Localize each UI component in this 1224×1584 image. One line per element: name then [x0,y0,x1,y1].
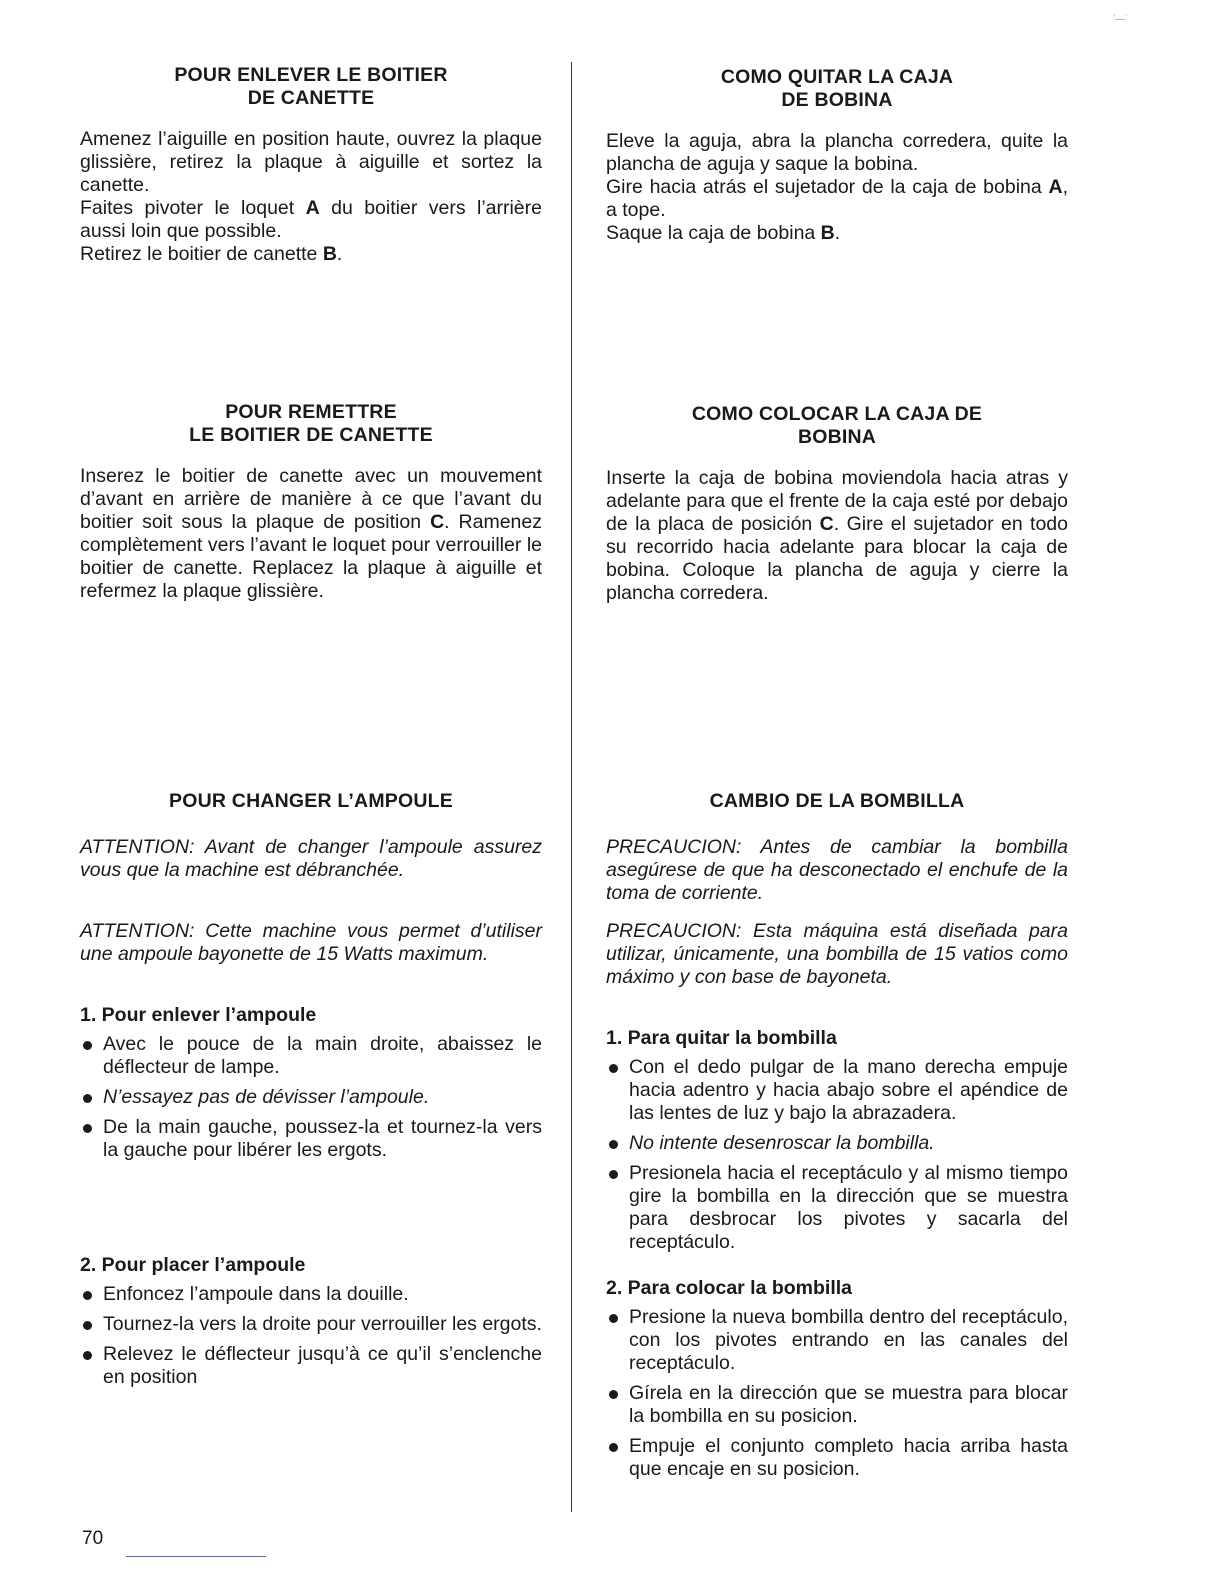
fr-attention-1: ATTENTION: Avant de changer l’ampoule assurez vous que la machine est débranchée. [80,836,542,881]
fr-step1-list [80,1033,542,1162]
fr-step2-list [80,1283,542,1389]
list-item: Empuje el conjunto completo hacia arriba hasta que encaje en su posicion. [606,1435,1068,1481]
list-item: Tournez-la vers la droite pour verrouiller les ergots. [80,1313,542,1336]
footer-line [126,1556,266,1557]
list-item: De la main gauche, poussez-la et tournez-la vers la gauche pour libérer les ergots. [80,1116,542,1162]
fr-replace-case-text: Inserez le boitier de canette avec un mouvement d’avant en arrière de manière à ce que l’avant du boitier soit sous la plaque de position C. Ramenez complètement vers l’avant le loquet pour verrouiller le boitier de canette. Replacez la plaque à aiguille et refermez la plaque glissière. [80,465,542,602]
es-remove-case-title: COMO QUITAR LA CAJA DE BOBINA [720,66,954,111]
es-remove-case-text: Eleve la aguja, abra la plancha corredera, quite la plancha de aguja y saque la bobina. Gire hacia atrás el sujetador de la caja de bobina A, a tope. Saque la caja de bobina B. [606,130,1068,244]
fr-bulb-title: POUR CHANGER L’AMPOULE [169,790,453,812]
column-divider [571,62,572,1512]
es-remove-case-section [606,66,1068,245]
list-item: Gírela en la dirección que se muestra para blocar la bombilla en su posicion. [606,1382,1068,1428]
es-step1-list [606,1056,1068,1254]
es-replace-case-section [606,403,1068,605]
fr-replace-case-section [80,401,542,603]
fr-attention-2: ATTENTION: Cette machine vous permet d’utiliser une ampoule bayonette de 15 Watts maximum. [80,920,542,965]
fr-bulb-section [80,790,542,1389]
list-item: Presione la nueva bombilla dentro del receptáculo, con los pivotes entrando en las canales del receptáculo. [606,1306,1068,1375]
fr-step2-title: 2. Pour placer l’ampoule [80,1254,306,1276]
es-step1-title: 1. Para quitar la bombilla [606,1027,837,1049]
list-item: Enfoncez l’ampoule dans la douille. [80,1283,542,1306]
es-step2-title: 2. Para colocar la bombilla [606,1277,853,1299]
es-bulb-title: CAMBIO DE LA BOMBILLA [709,790,965,812]
fr-remove-case-section [80,64,542,266]
list-item: Relevez le déflecteur jusqu’à ce qu’il s’enclenche en position [80,1343,542,1389]
es-attention-2: PRECAUCION: Esta máquina está diseñada para utilizar, únicamente, una bombilla de 15 vatios como máximo y con base de bayoneta. [606,920,1068,988]
list-item: Presionela hacia el receptáculo y al mismo tiempo gire la bombilla en la dirección que se muestra para desbrocar los pivotes y sacarla del receptáculo. [606,1162,1068,1254]
es-step2-list [606,1306,1068,1481]
es-replace-case-title: COMO COLOCAR LA CAJA DE BOBINA [691,403,983,448]
fr-step1-title: 1. Pour enlever l’ampoule [80,1004,317,1026]
es-replace-case-text: Inserte la caja de bobina moviendola hacia atras y adelante para que el frente de la caja esté por debajo de la placa de posición C. Gire el sujetador en todo su recorrido hacia adelante para blocar la caja de bobina. Coloque la plancha de aguja y cierre la plancha corredera. [606,467,1069,604]
page-number: 70 [82,1528,104,1549]
fr-replace-case-title: POUR REMETTRE LE BOITIER DE CANETTE [189,401,433,446]
list-item: N’essayez pas de dévisser l’ampoule. [80,1086,542,1109]
fr-remove-case-text: Amenez l’aiguille en position haute, ouvrez la plaque glissière, retirez la plaque à aiguille et sortez la canette. Faites pivoter le loquet A du boitier vers l’arrière aussi loin que possible. Retirez le boitier de canette B. [80,128,542,265]
list-item: Con el dedo pulgar de la mano derecha empuje hacia adentro y hacia abajo sobre el apéndice de las lentes de luz y bajo la abrazadera. [606,1056,1068,1125]
list-item: Avec le pouce de la main droite, abaissez le déflecteur de lampe. [80,1033,542,1079]
es-bulb-section [606,790,1068,1481]
list-item: No intente desenroscar la bombilla. [606,1132,1068,1155]
fr-remove-case-title: POUR ENLEVER LE BOITIER DE CANETTE [174,64,448,109]
corner-mark: ʼ—˙ [1113,14,1129,25]
es-attention-1: PRECAUCION: Antes de cambiar la bombilla asegúrese de que ha desconectado el enchufe de la toma de corriente. [606,836,1068,904]
